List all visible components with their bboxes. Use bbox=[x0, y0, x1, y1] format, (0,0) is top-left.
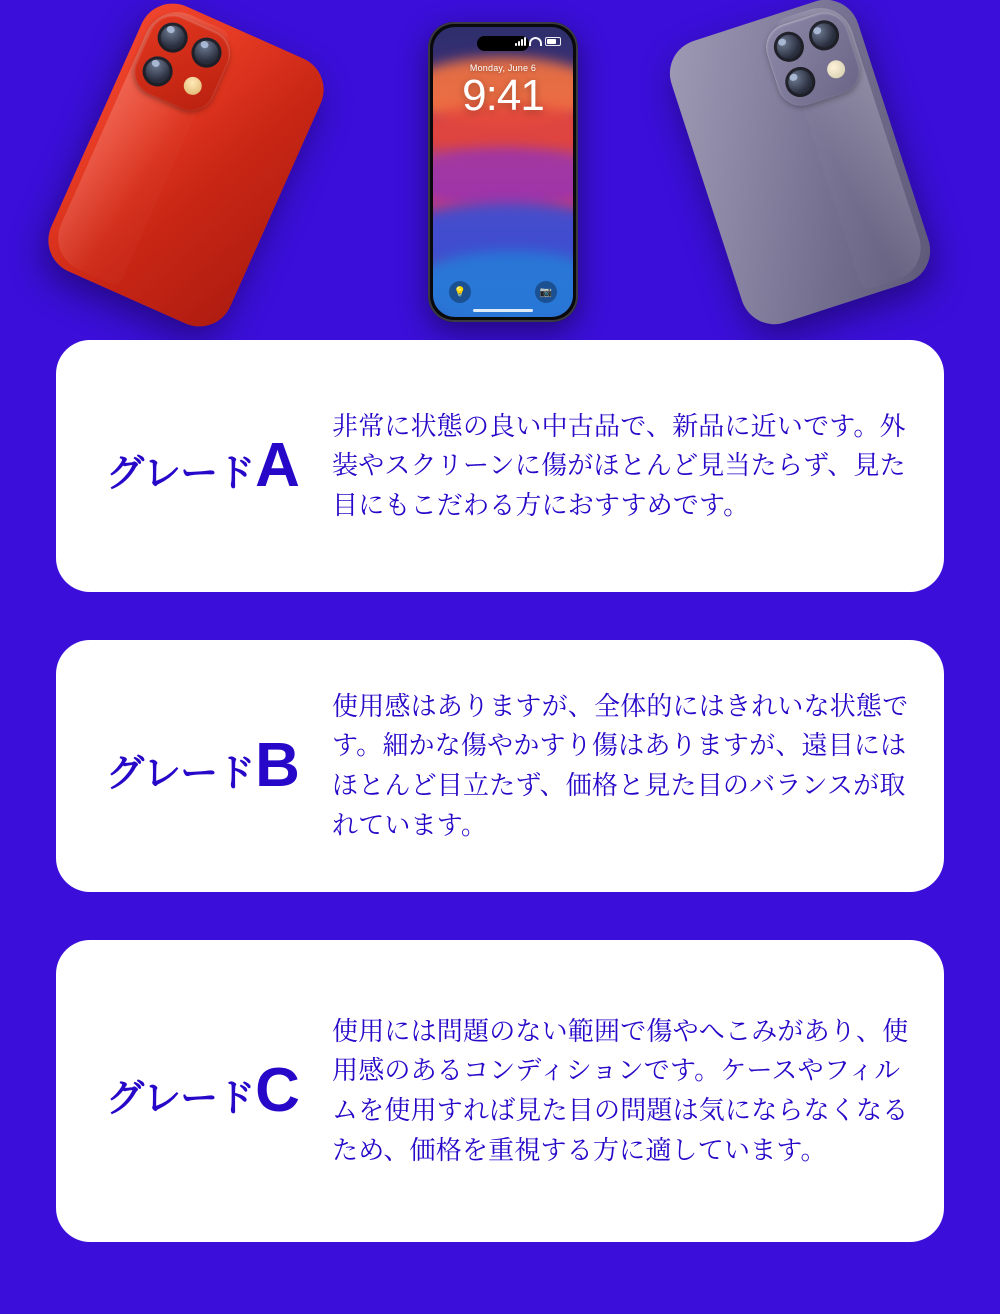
grade-label-letter: C bbox=[255, 1056, 300, 1125]
grade-card-c bbox=[56, 940, 944, 1242]
camera-lens-icon bbox=[187, 33, 227, 73]
status-bar bbox=[515, 37, 561, 46]
camera-icon[interactable]: 📷 bbox=[535, 281, 557, 303]
lockscreen-quick-actions bbox=[433, 281, 573, 303]
flashlight-icon[interactable]: 💡 bbox=[449, 281, 471, 303]
grade-label-word: グレード bbox=[106, 753, 255, 795]
battery-icon bbox=[545, 37, 561, 46]
camera-flash-icon bbox=[825, 58, 848, 81]
home-indicator bbox=[473, 309, 533, 312]
camera-lens-icon bbox=[781, 63, 819, 101]
phone-back-red bbox=[37, 0, 334, 337]
grade-label-word: グレード bbox=[106, 1078, 255, 1120]
camera-lens-icon bbox=[805, 16, 843, 54]
lockscreen-time: 9:41 bbox=[462, 71, 544, 120]
phone-back-purple bbox=[661, 0, 939, 333]
grade-label-letter: A bbox=[255, 431, 300, 500]
hero-phones-banner bbox=[0, 0, 1000, 340]
grade-label-b bbox=[74, 731, 332, 800]
grade-label-word: グレード bbox=[106, 453, 255, 495]
wallpaper-wave bbox=[433, 147, 573, 207]
grade-label-a bbox=[74, 431, 332, 500]
signal-bars-icon bbox=[515, 37, 526, 46]
lockscreen-date: Monday, June 6 bbox=[469, 63, 537, 73]
wifi-icon bbox=[529, 37, 542, 46]
grade-card-b bbox=[56, 640, 944, 892]
grade-description-b: 使用感はありますが、全体的にはきれいな状態です。細かな傷やかすり傷はありますが、遠目にはほとんど目立たず、価格と見た目のバランスが取れています。 bbox=[332, 690, 909, 840]
grade-card-a bbox=[56, 340, 944, 592]
camera-lens-icon bbox=[153, 18, 193, 58]
grade-label-c bbox=[74, 1056, 332, 1125]
grade-card-list bbox=[0, 340, 1000, 1242]
grade-description-c: 使用には問題のない範囲で傷やへこみがあり、使用感のあるコンディションです。ケースやフィルムを使用すれば見た目の問題は気にならなくなるため、価格を重視する方に適しています。 bbox=[332, 1015, 909, 1165]
grade-label-letter: B bbox=[255, 731, 300, 800]
camera-flash-icon bbox=[181, 74, 205, 98]
phone-front-center bbox=[428, 22, 578, 322]
grade-description-a: 非常に状態の良い中古品で、新品に近いです。外装やスクリーンに傷がほとんど見当たらず、見た目にもこだわる方におすすめです。 bbox=[332, 410, 906, 520]
phone-center-screen bbox=[433, 27, 573, 317]
camera-lens-icon bbox=[138, 52, 178, 92]
camera-lens-icon bbox=[770, 28, 808, 66]
